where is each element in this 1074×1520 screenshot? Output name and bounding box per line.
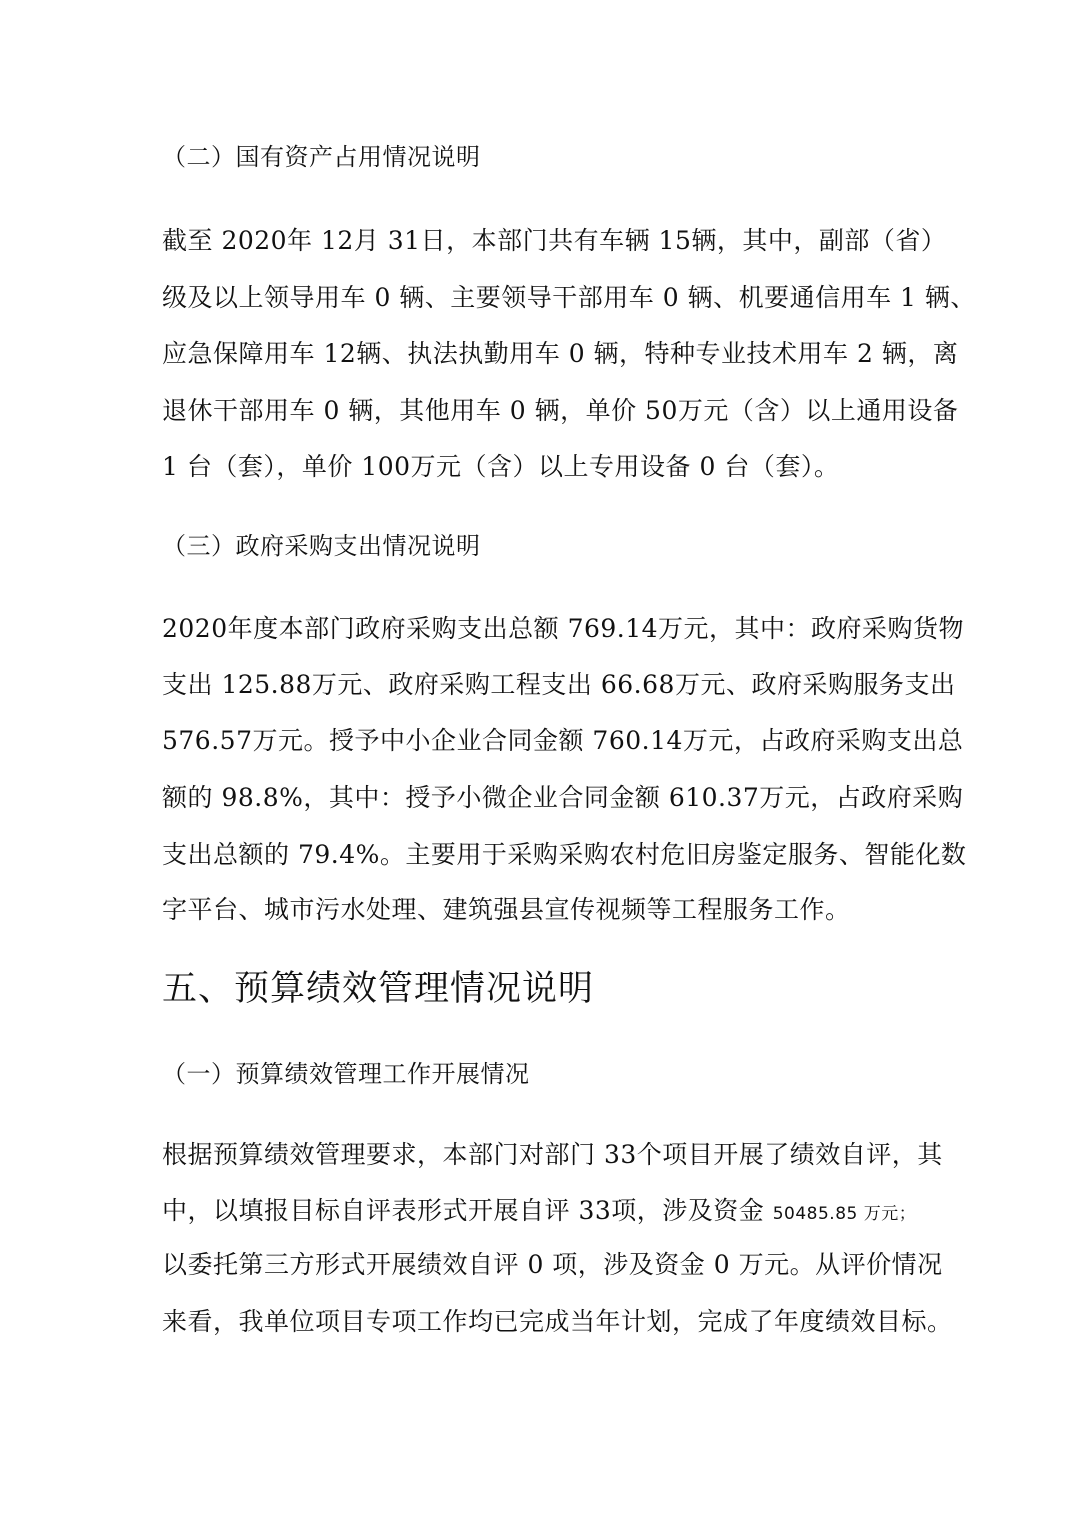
paragraph-line: 字平台、城市污水处理、建筑强县宣传视频等工程服务工作。 [162,895,851,924]
paragraph-line: 1 台（套），单价 100万元（含）以上专用设备 0 台（套）。 [162,452,840,481]
paragraph-line: 576.57万元。授予中小企业合同金额 760.14万元，占政府采购支出总 [162,726,964,755]
paragraph-line: 额的 98.8%，其中：授予小微企业合同金额 610.37万元，占政府采购 [162,783,964,812]
paragraph-text: 中，以填报目标自评表形式开展自评 33项，涉及资金 [162,1196,773,1225]
amount-value: 50485.85 [772,1204,858,1224]
paragraph-line [162,1196,916,1229]
paragraph-line: 支出总额的 79.4%。主要用于采购采购农村危旧房鉴定服务、智能化数 [162,840,967,869]
paragraph-line: 截至 2020年 12月 31日，本部门共有车辆 15辆，其中，副部（省） [162,226,947,255]
chapter-title: 五、预算绩效管理情况说明 [162,969,595,1009]
paragraph-line: 根据预算绩效管理要求，本部门对部门 33个项目开展了绩效自评，其 [162,1140,943,1169]
paragraph-line: 退休干部用车 0 辆，其他用车 0 辆，单价 50万元（含）以上通用设备 [162,396,959,425]
paragraph-line: 应急保障用车 12辆、执法执勤用车 0 辆，特种专业技术用车 2 辆，离 [162,339,959,368]
paragraph-line: 支出 125.88万元、政府采购工程支出 66.68万元、政府采购服务支出 [162,670,956,699]
paragraph-line: 来看，我单位项目专项工作均已完成当年计划，完成了年度绩效目标。 [162,1307,953,1336]
amount-unit: 万元； [857,1204,917,1224]
paragraph-line: 级及以上领导用车 0 辆、主要领导干部用车 0 辆、机要通信用车 1 辆、 [162,283,976,312]
section-heading-procurement: （三）政府采购支出情况说明 [162,532,481,560]
paragraph-line: 以委托第三方形式开展绩效自评 0 项，涉及资金 0 万元。从评价情况 [162,1250,943,1279]
section-heading-performance: （一）预算绩效管理工作开展情况 [162,1060,530,1088]
section-heading-assets: （二）国有资产占用情况说明 [162,143,481,171]
paragraph-line: 2020年度本部门政府采购支出总额 769.14万元，其中：政府采购货物 [162,614,965,643]
